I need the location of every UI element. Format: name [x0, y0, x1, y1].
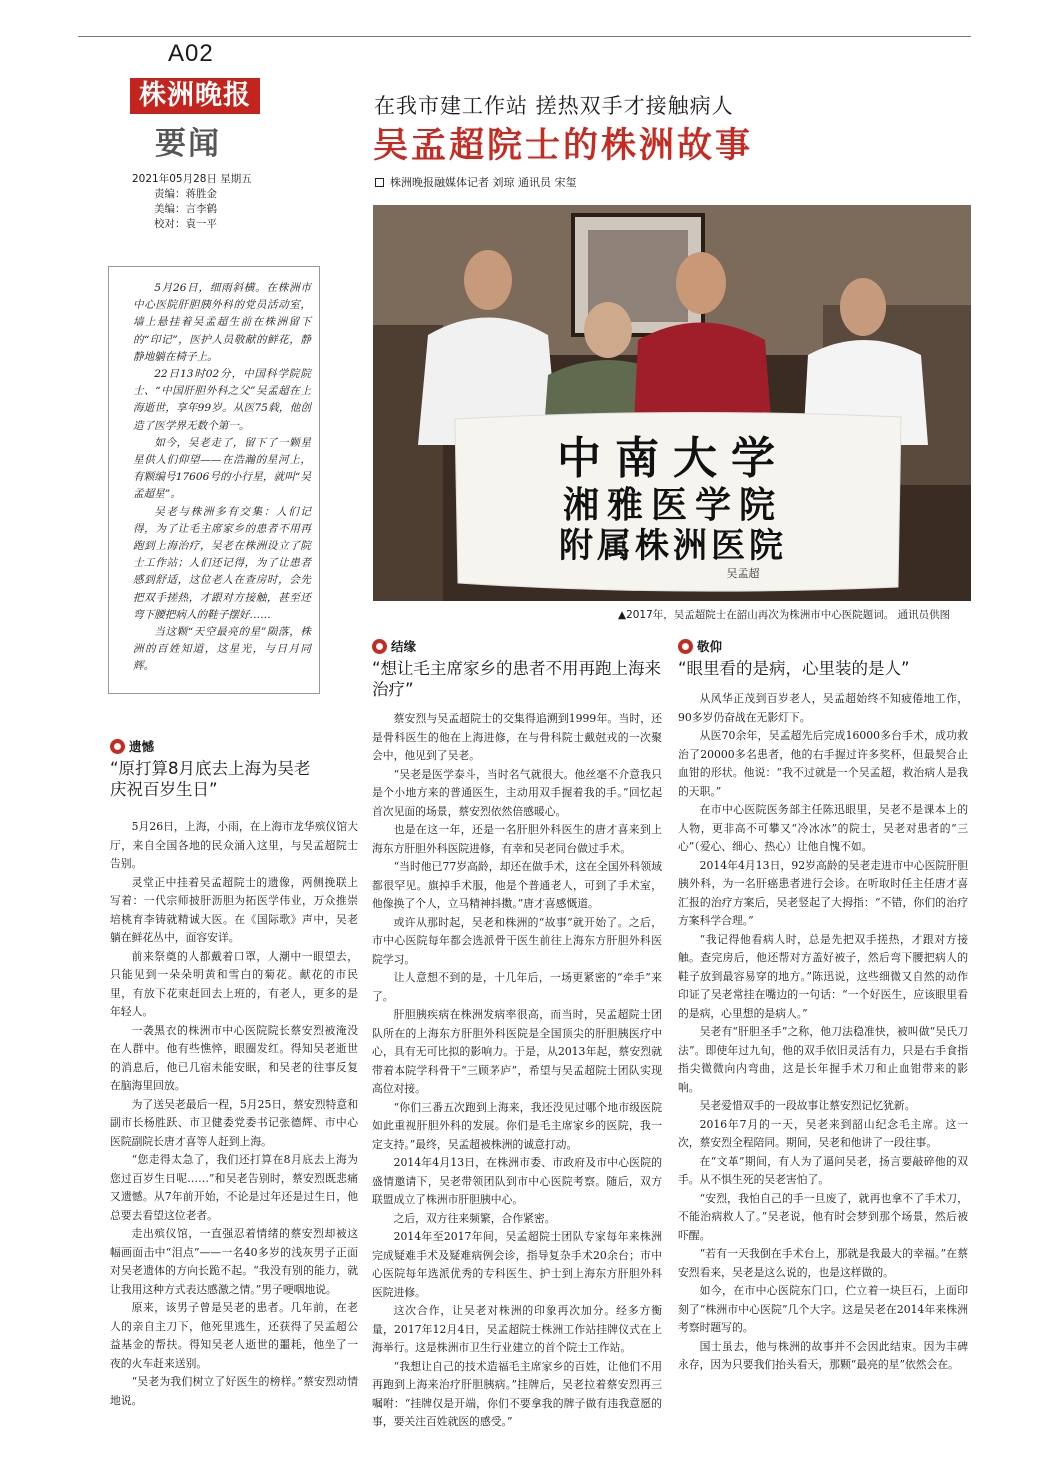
article-kicker: 在我市建工作站 搓热双手才接触病人: [374, 94, 734, 118]
lead-photo-illustration: [373, 205, 971, 601]
intro-paragraph: 如今，吴老走了，留下了一颗星星供人们仰望——在浩瀚的星河上，有颗编号17606号的小行星，就叫“吴孟超星”。: [133, 436, 311, 501]
section-admiration-body: [678, 690, 968, 1375]
issue-date: 2021年05月28日 星期五: [132, 173, 252, 185]
page-number: A02: [168, 40, 214, 67]
masthead-meta: [132, 172, 252, 232]
body-paragraph: 如今，在市中心医院东门口，伫立着一块巨石，上面印刻了“株洲市中心医院”几个大字。这是吴老在2014年来株洲考察时题写的。: [678, 1284, 968, 1334]
banner-line-1: 中南大学: [557, 433, 789, 484]
section-tag: 遗憾: [129, 739, 155, 754]
section-dot-icon: [678, 639, 693, 654]
body-paragraph: 在市中心医院医务部主任陈迅眼里，吴老不是课本上的人物，更非高不可攀又“冷冰冰”的院士，吴老对患者的“三心”（爱心、细心、热心）让他自愧不如。: [678, 803, 968, 853]
banner-signature: 吴孟超: [726, 567, 760, 580]
intro-paragraph: 22日13时02分，中国科学院院士、“中国肝胆外科之父”吴孟超在上海逝世，享年99岁。从医75载，他创造了医学界无数个第一。: [133, 368, 311, 432]
body-paragraph: 蔡安烈与吴孟超院士的交集得追溯到1999年。当时，还是骨科医生的他在上海进修，在与骨科院士戴尅戎的一次聚会中，他见到了吴老。: [372, 712, 662, 762]
body-paragraph: 一袭黑衣的株洲市中心医院院长蔡安烈被淹没在人群中。他有些憔悴，眼圈发红。得知吴老逝世的消息后，他已几宿未能安眠，和吴老的往事反复在脑海里回放。: [110, 1023, 358, 1092]
body-paragraph: 走出殡仪馆，一直强忍着情绪的蔡安烈却被这幅画面击中“泪点”——一名40多岁的浅灰男子正面对吴老遗体的方向长跪不起。“我没有别的能力，就让我用这种方式表达感激之情。”男子哽咽地说。: [110, 1227, 358, 1296]
body-paragraph: 前来祭奠的人都戴着口罩，人潮中一眼望去，只能见到一朵朵明黄和雪白的菊花。献花的市民里，有放下花束赶回去上班的，有老人，更多的是年轻人。: [110, 949, 358, 1018]
body-paragraph: 2014年4月13日，在株洲市委、市政府及市中心医院的盛情邀请下，吴老带领团队到市中心医院考察。随后，双方联盟成立了株洲市肝胆胰中心。: [372, 1156, 662, 1206]
top-rule: [78, 36, 971, 37]
section-tag: 敬仰: [697, 639, 723, 654]
byline-text: 株洲晚报融媒体记者 刘琼 通讯员 宋玺: [390, 176, 577, 189]
body-paragraph: 从风华正茂到百岁老人，吴孟超始终不知疲倦地工作，90多岁仍奋战在无影灯下。: [678, 692, 968, 724]
banner-line-2: 湘雅医学院: [562, 484, 784, 526]
lead-photo: [373, 205, 971, 601]
body-paragraph: 在“文革”期间，有人为了逼问吴老，扬言要敲碎他的双手。从不惧生死的吴老害怕了。: [678, 1154, 968, 1186]
body-paragraph: “若有一天我倒在手术台上，那就是我最大的幸福。”在蔡安烈看来，吴老是这么说的，也是这样做的。: [678, 1247, 968, 1279]
body-paragraph: “安烈，我怕自己的手一旦废了，就再也拿不了手术刀，不能治病救人了。”吴老说，他有时会梦到那个场景，然后被吓醒。: [678, 1191, 968, 1242]
section-admiration-heading: [678, 637, 968, 679]
section-tag: 结缘: [391, 639, 417, 654]
intro-paragraph: 吴老与株洲多有交集：人们记得，为了让毛主席家乡的患者不用再跑到上海治疗，吴老在株洲设立了院士工作站；人们还记得，为了让患者感到舒适，这位老人在查房时，会先把双手搓热，才跟对方接触，甚至还弯下腰把病人的鞋子摆好……: [133, 505, 311, 621]
editor-credit: 责编：蒋胜金: [154, 188, 217, 200]
article-byline: [375, 174, 577, 190]
section-subtitle: “想让毛主席家乡的患者不用再跑上海来治疗”: [372, 659, 662, 699]
body-paragraph: “当时他已77岁高龄，却还在做手术，这在全国外科领域都很罕见。旗掉手术服，他是个普通老人，可到了手术室，他像换了个人，立马精神抖擞。”唐才喜感慨道。: [372, 860, 662, 910]
body-paragraph: “我记得他看病人时，总是先把双手搓热，才跟对方接触。查完房后，他还帮对方盖好被子，然后弯下腰把病人的鞋子放到最容易穿的地方。”陈迅说，这些细微又自然的动作印证了吴老常挂在嘴边的一句话：“一个好医生，应该眼里看的是病，心里想的是病人。”: [678, 932, 968, 1020]
body-paragraph: 灵堂正中挂着吴孟超院士的遗像，两侧挽联上写着：一代宗师披肝沥胆为拓医学伟业，万众推崇培桃育李铸就精诚大医。在《国际歌》声中，吴老躺在鲜花丛中，面容安详。: [110, 875, 358, 944]
body-paragraph: “你们三番五次跑到上海来，我还没见过哪个地市级医院如此重视肝胆外科的发展。你们是毛主席家乡的医院，我一定支持。”最终，吴孟超被株洲的诚意打动。: [372, 1100, 662, 1151]
section-subtitle: “原打算8月底去上海为吴老庆祝百岁生日”: [110, 759, 311, 799]
designer-credit: 美编：言李鹤: [154, 203, 217, 215]
section-regret-body: [110, 818, 358, 1410]
section-regret-heading: [110, 737, 320, 800]
intro-paragraph: 5月26日，细雨斜横。在株洲市中心医院肝胆胰外科的党员活动室，墙上悬挂着吴孟超生前在株洲留下的“印记”，医护人员敬献的鲜花，静静地躺在椅子上。: [133, 282, 311, 363]
intro-paragraph: 当这颗“天空最亮的星”陨落，株洲的百姓知道，这星光，与日月同辉。: [133, 626, 311, 673]
body-paragraph: 2014年至2017年间，吴孟超院士团队专家每年来株洲完成疑难手术及疑难病例会诊，指导复杂手术20余台；市中心医院每年选派优秀的专科医生、护士到上海东方肝胆外科医院进修。: [372, 1230, 662, 1299]
byline-square-icon: [375, 178, 384, 187]
body-paragraph: 这次合作，让吴老对株洲的印象再次加分。经多方衡量，2017年12月4日，吴孟超院士株洲工作站挂牌仪式在上海举行。这是株洲市卫生行业建立的首个院士工作站。: [372, 1304, 662, 1354]
section-connection-heading: [372, 637, 662, 700]
body-paragraph: 也是在这一年，还是一名肝胆外科医生的唐才喜来到上海东方肝胆外科医院进修，有幸和吴老同台做过手术。: [372, 823, 662, 855]
article-headline: 吴孟超院士的株洲故事: [373, 126, 754, 166]
newspaper-logo: 株洲晚报: [130, 78, 260, 114]
body-paragraph: 5月26日，上海，小雨，在上海市龙华殡仪馆大厅，来自全国各地的民众涌入这里，与吴孟超院士告别。: [110, 820, 358, 870]
body-paragraph: 或许从那时起，吴老和株洲的“故事”就开始了。之后，市中心医院每年都会选派骨干医生前往上海东方肝胆外科医院学习。: [372, 915, 662, 966]
body-paragraph: 吴老有“肝胆圣手”之称，他刀法稳准快，被叫做“吴氏刀法”。即使年过九旬，他的双手依旧灵活有力，只是右手食指指尖微微向内弯曲，这是长年握手术刀和止血钳带来的影响。: [678, 1025, 968, 1094]
body-paragraph: 原来，该男子曾是吴老的患者。几年前，在老人的亲自主刀下，他死里逃生，还获得了吴孟超公益基金的帮扶。得知吴老人逝世的噩耗，他坐了一夜的火车赶来送别。: [110, 1301, 358, 1370]
section-dot-icon: [372, 639, 387, 654]
body-paragraph: 为了送吴老最后一程，5月25日，蔡安烈特意和副市长杨胜跃、市卫健委党委书记张德辉、市中心医院副院长唐才喜等人赶到上海。: [110, 1097, 358, 1148]
body-paragraph: 2016年7月的一天，吴老来到韶山纪念毛主席。这一次，蔡安烈全程陪同。期间，吴老和他讲了一段往事。: [678, 1117, 968, 1149]
body-paragraph: 从医70余年，吴孟超先后完成16000多台手术，成功救治了20000多名患者，他的右手握过许多奖杯，但最契合止血钳的形状。他说：“我不过就是一个吴孟超，救治病人是我的天职。”: [678, 729, 968, 798]
body-paragraph: “吴老是医学泰斗，当时名气就很大。他丝毫不介意我只是个小地方来的普通医生，主动用双手握着我的手。”回忆起首次见面的场景，蔡安烈依然倍感暖心。: [372, 767, 662, 818]
body-paragraph: 让人意想不到的是，十几年后，一场更紧密的“牵手”来了。: [372, 971, 662, 1003]
section-connection-body: [372, 710, 662, 1432]
body-paragraph: 之后，双方往来频繁，合作紧密。: [393, 1211, 556, 1225]
photo-caption: ▲2017年，吴孟超院士在韶山再次为株洲市中心医院题词。 通讯员供图: [618, 609, 951, 621]
body-paragraph: 2014年4月13日，92岁高龄的吴老走进市中心医院肝胆胰外科，为一名肝癌患者进行会诊。在听取时任主任唐才喜汇报的治疗方案后，吴老竖起了大拇指：“不错，你们的治疗方案科学合理。”: [678, 858, 968, 927]
body-paragraph: 肝胆胰疾病在株洲发病率很高，而当时，吴孟超院士团队所在的上海东方肝胆外科医院是全国顶尖的肝胆胰医疗中心，具有无可比拟的影响力。于是，从2013年起，蔡安烈就带着本院学科骨干“三顾茅庐”，希望与吴孟超院士团队实现高位对接。: [372, 1008, 662, 1095]
section-subtitle: “眼里看的是病，心里装的是人”: [678, 659, 910, 678]
body-paragraph: “您走得太急了，我们还打算在8月底去上海为您过百岁生日呢……”和吴老告别时，蔡安烈既悲痛又遗憾。从7年前开始，不论是过年还是过生日，他总要去看望这位老者。: [110, 1153, 358, 1222]
section-dot-icon: [110, 739, 125, 754]
body-paragraph: “我想让自己的技术造福毛主席家乡的百姓，让他们不用再跑到上海来治疗肝胆胰病。”挂牌后，吴老拉着蔡安烈再三嘱咐：“挂牌仅是开端，你们不要拿我的牌子做有违我意愿的事，要关注百姓就医的感受。”: [372, 1359, 662, 1428]
body-paragraph: 国士虽去，他与株洲的故事并不会因此结束。因为丰碑永存，因为只要我们抬头看天，那颗“最亮的星”依然会在。: [678, 1339, 968, 1371]
body-paragraph: 吴老爱惜双手的一段故事让蔡安烈记忆犹新。: [699, 1099, 916, 1112]
banner-line-3: 附属株洲医院: [559, 526, 787, 566]
section-title: 要闻: [155, 126, 221, 162]
intro-box: [133, 280, 311, 676]
body-paragraph: “吴老为我们树立了好医生的榜样。”蔡安烈动情地说。: [110, 1375, 358, 1407]
proofreader-credit: 校对：袁一平: [154, 218, 217, 230]
